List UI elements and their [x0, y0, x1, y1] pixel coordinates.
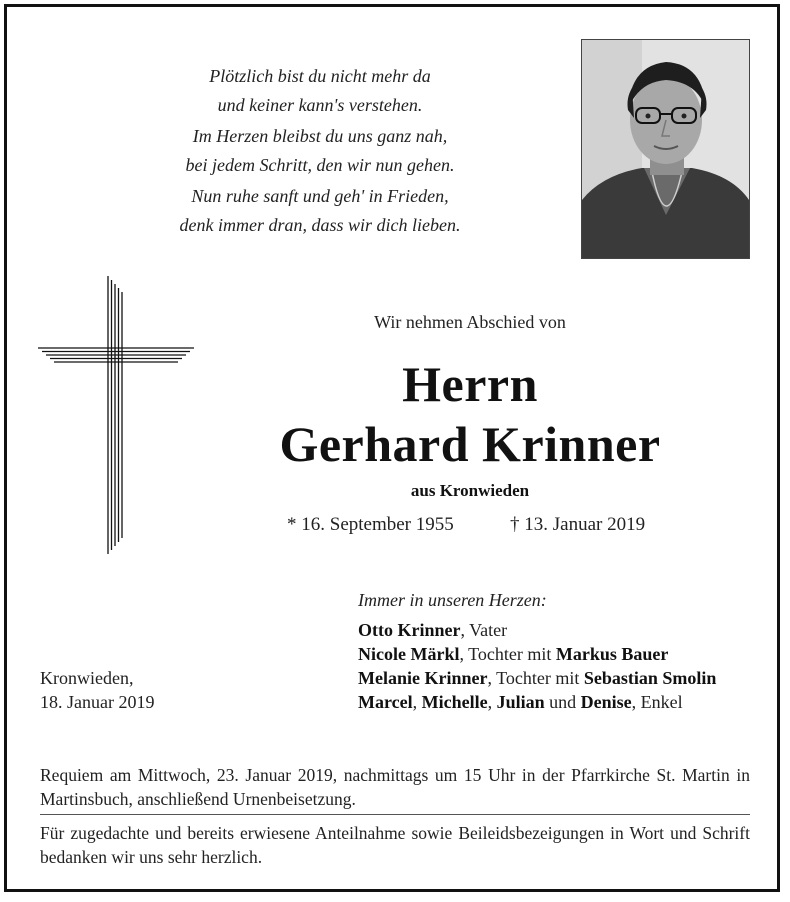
thanks-text: Für zugedachte und bereits erwiesene Anteilnahme sowie Beileidsbezeigungen in Wort und Schrift bedanken wir uns sehr herzlich. — [40, 823, 750, 867]
portrait-illustration — [582, 40, 749, 258]
family-heading: Immer in unseren Herzen: — [358, 590, 547, 610]
poem-line: Nun ruhe sanft und geh' in Frieden, — [191, 186, 449, 206]
family-partner-name: Sebastian Smolin — [583, 668, 717, 688]
family-relation: , Tochter mit — [459, 644, 556, 664]
deceased-name: Gerhard Krinner — [279, 416, 661, 472]
christian-cross-icon — [38, 276, 194, 554]
family-row — [358, 642, 716, 666]
family-row — [358, 666, 716, 690]
family-row — [358, 618, 716, 642]
family-list — [358, 618, 716, 714]
death-date — [510, 514, 645, 536]
separator: , — [487, 692, 497, 712]
family-relation: , Vater — [460, 620, 508, 640]
place-text: Kronwieden, — [40, 668, 134, 688]
dagger-icon: † — [510, 514, 520, 535]
asterisk-icon: * — [287, 514, 297, 535]
grandchild-name: Denise — [580, 692, 632, 712]
grandchild-name: Michelle — [421, 692, 488, 712]
poem-line: bei jedem Schritt, den wir nun gehen. — [185, 155, 455, 175]
separator: und — [544, 692, 581, 712]
grandchild-name: Marcel — [358, 692, 413, 712]
death-date-value: 13. Januar 2019 — [524, 514, 646, 535]
intro-text: Wir nehmen Abschied von — [374, 312, 566, 332]
birth-date-value: 16. September 1955 — [301, 514, 454, 535]
origin-text: aus Kronwieden — [410, 481, 530, 500]
family-row-grandchildren — [358, 690, 716, 714]
grandchild-name: Julian — [496, 692, 545, 712]
requiem-text: Requiem am Mittwoch, 23. Januar 2019, nachmittags um 15 Uhr in der Pfarrkirche St. Martin in Martinsbuch, anschließend Urnenbeisetzung. — [40, 765, 750, 809]
poem-stanza — [110, 182, 530, 240]
family-member-name: Otto Krinner — [358, 620, 461, 640]
poem-line: Plötzlich bist du nicht mehr da — [209, 66, 431, 86]
deceased-salutation: Herrn — [402, 356, 538, 412]
poem — [110, 62, 530, 242]
poem-stanza — [110, 122, 530, 180]
place-date — [40, 666, 154, 714]
poem-line: und keiner kann's verstehen. — [217, 95, 423, 115]
birth-date — [287, 514, 454, 536]
poem-line: Im Herzen bleibst du uns ganz nah, — [192, 126, 448, 146]
family-relation: , Tochter mit — [487, 668, 584, 688]
family-relation: , Enkel — [631, 692, 683, 712]
date-text: 18. Januar 2019 — [40, 692, 155, 712]
family-member-name: Melanie Krinner — [358, 668, 488, 688]
separator: , — [412, 692, 422, 712]
poem-stanza — [110, 62, 530, 120]
portrait-photo — [581, 39, 750, 259]
poem-line: denk immer dran, dass wir dich lieben. — [179, 215, 461, 235]
family-member-name: Nicole Märkl — [358, 644, 460, 664]
divider — [40, 814, 750, 815]
family-partner-name: Markus Bauer — [555, 644, 669, 664]
